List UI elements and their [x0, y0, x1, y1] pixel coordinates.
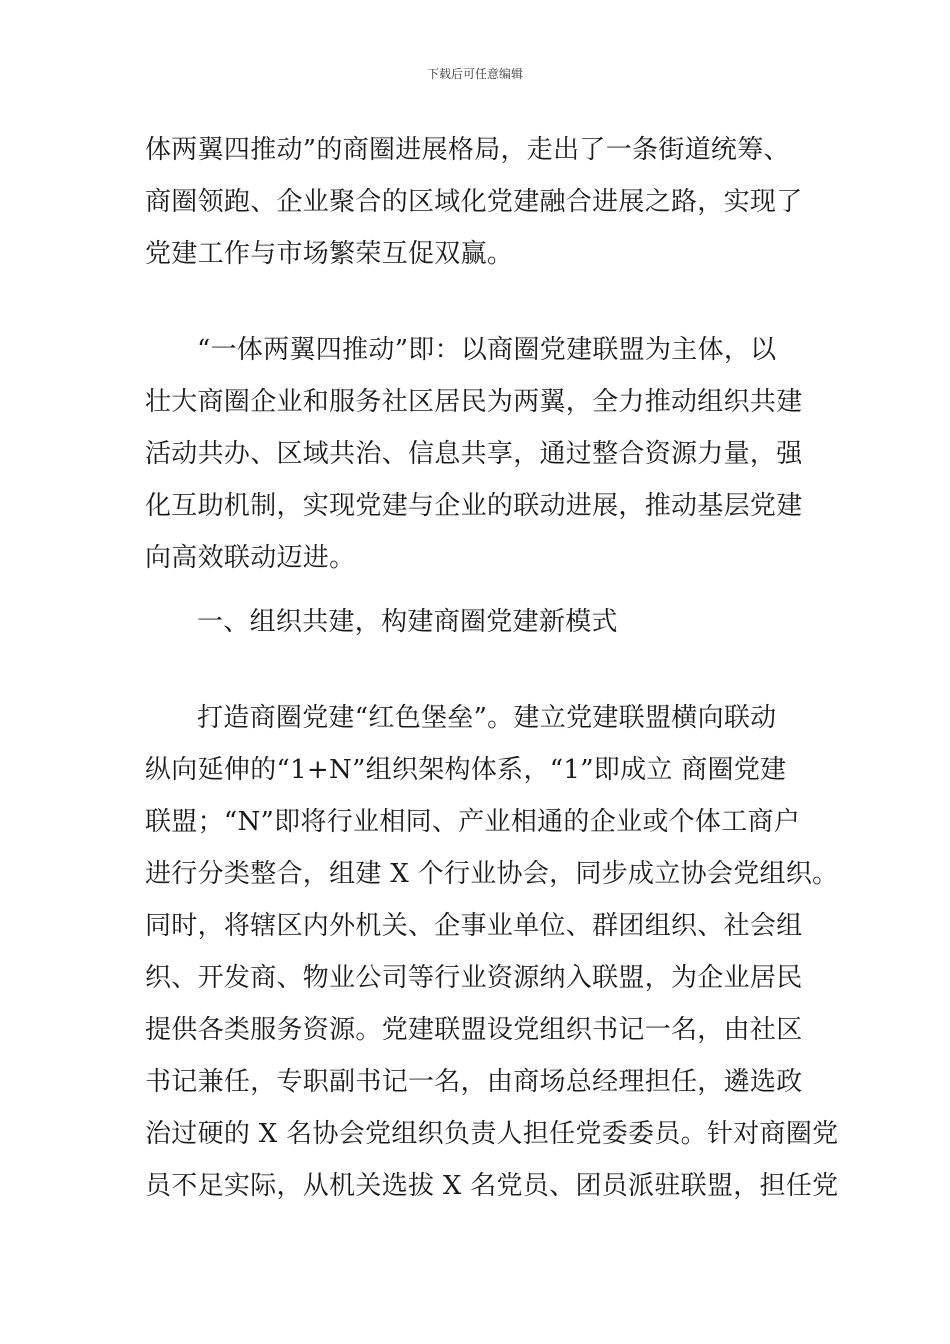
paragraph-2: [145, 324, 810, 584]
text-line: 党建工作与市场繁荣互促双赢。: [145, 239, 514, 269]
heading-text: 一、组织共建，构建商圈党建新模式: [197, 607, 618, 637]
text-line: 进行分类整合，组建 X 个行业协会，同步成立协会党组织。: [145, 859, 839, 889]
text-line: 向高效联动迈进。: [145, 543, 356, 573]
paragraph-3: [145, 692, 839, 1212]
text-line: 打造商圈党建“红色堡垒”。建立党建联盟横向联动: [197, 703, 777, 733]
text-line: 体两翼四推动”的商圈进展格局，走出了一条街道统筹、: [145, 135, 790, 165]
page-header: 下载后可任意编辑: [426, 67, 523, 81]
text-line: 联盟；“N”即将行业相同、产业相通的企业或个体工商户: [145, 807, 801, 837]
text-line: “一体两翼四推动”即：以商圈党建联盟为主体，以: [197, 335, 777, 365]
text-line: 员不足实际，从机关选拔 X 名党员、团员派驻联盟，担任党: [145, 1171, 839, 1201]
text-line: 商圈领跑、企业聚合的区域化党建融合进展之路，实现了: [145, 187, 803, 217]
text-line: 同时，将辖区内外机关、企事业单位、群团组织、社会组: [145, 911, 803, 941]
section-heading: [145, 596, 810, 648]
text-line: 提供各类服务资源。党建联盟设党组织书记一名，由社区: [145, 1015, 803, 1045]
text-line: 治过硬的 X 名协会党组织负责人担任党委委员。针对商圈党: [145, 1119, 839, 1149]
text-line: 活动共办、区域共治、信息共享，通过整合资源力量，强: [145, 439, 803, 469]
text-line: 书记兼任，专职副书记一名，由商场总经理担任，遴选政: [145, 1067, 803, 1097]
text-line: 织、开发商、物业公司等行业资源纳入联盟，为企业居民: [145, 963, 803, 993]
text-line: 壮大商圈企业和服务社区居民为两翼，全力推动组织共建: [145, 387, 803, 417]
paragraph-1: [145, 124, 810, 280]
text-line: 纵向延伸的“1+N”组织架构体系，“1”即成立 商圈党建: [145, 755, 787, 785]
text-line: 化互助机制，实现党建与企业的联动进展，推动基层党建: [145, 491, 803, 521]
